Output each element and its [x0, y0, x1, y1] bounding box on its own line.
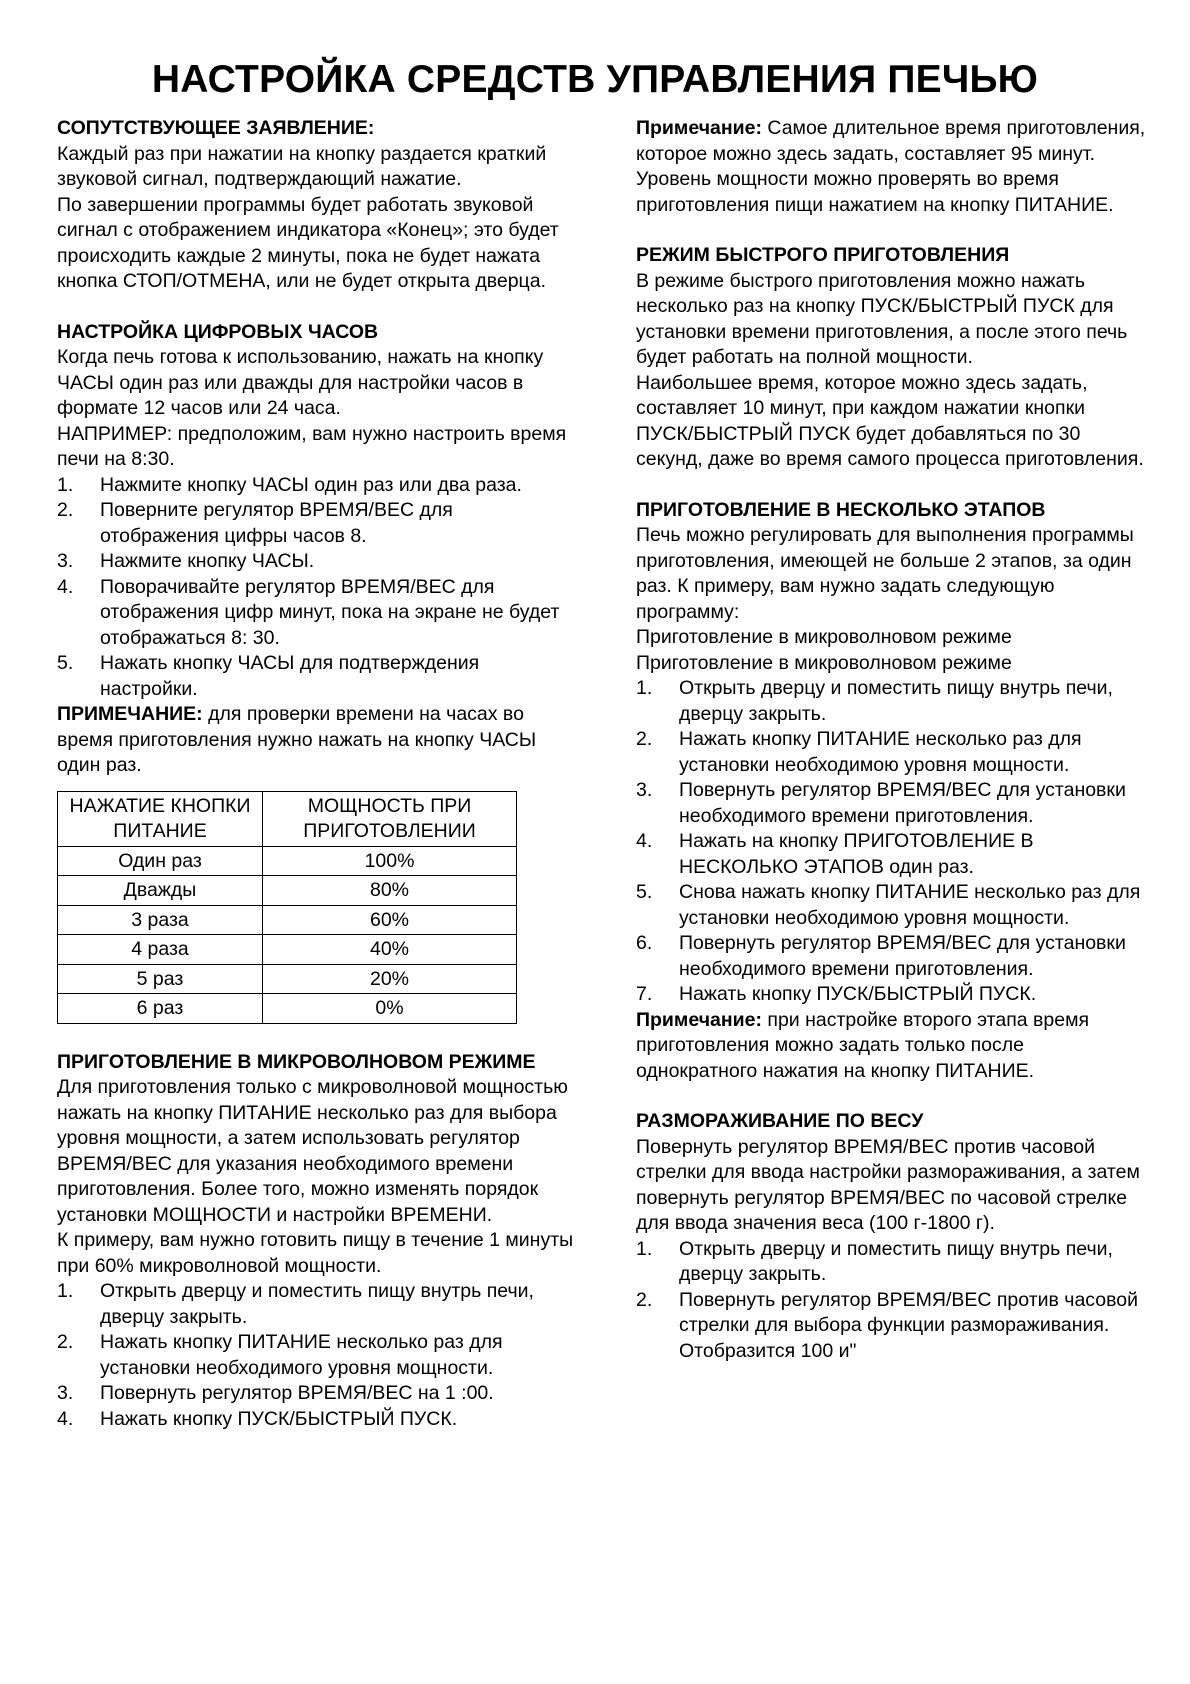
power-table: [57, 791, 517, 1024]
section-heading: ПРИГОТОВЛЕНИЕ В НЕСКОЛЬКО ЭТАПОВ: [636, 498, 1046, 521]
list-item: 2. Поверните регулятор ВРЕМЯ/ВЕС для отображения цифры часов 8.: [57, 499, 453, 547]
paragraph: К примеру, вам нужно готовить пищу в течение 1 минуты при 60% микроволновой мощности.: [57, 1229, 574, 1277]
section-heading: СОПУТСТВУЮЩЕЕ ЗАЯВЛЕНИЕ:: [57, 117, 375, 139]
paragraph: По завершении программы будет работать звуковой сигнал с отображением индикатора «Конец»; это будет происходить каждые 2 минуты, пока не будет нажата кнопка СТОП/ОТМЕНА, или не будет открыта дверца.: [57, 193, 559, 292]
list-item: 3. Повернуть регулятор ВРЕМЯ/ВЕС на 1 :00.: [57, 1382, 494, 1404]
section-clock: [57, 320, 577, 779]
multistage-steps: [636, 676, 1146, 1008]
list-item: 2. Нажать кнопку ПИТАНИЕ несколько раз для установки необходимою уровня мощности.: [636, 728, 1082, 776]
paragraph: Повернуть регулятор ВРЕМЯ/ВЕС против часовой стрелки для ввода настройки размораживания, а затем повернуть регулятор ВРЕМЯ/ВЕС по часовой стрелке для ввода значения веса (100 г-1800 г).: [636, 1135, 1140, 1234]
table-row: 5 раз 20%: [58, 964, 517, 994]
paragraph: НАПРИМЕР: предположим, вам нужно настроить время печи на 8:30.: [57, 422, 567, 470]
left-column: [57, 116, 577, 1432]
table-row: 4 раза 40%: [58, 935, 517, 965]
list-item: 2. Повернуть регулятор ВРЕМЯ/ВЕС против часовой стрелки для выбора функции размораживания. Отобразится 100 и": [636, 1288, 1138, 1362]
paragraph: В режиме быстрого приготовления можно нажать несколько раз на кнопку ПУСК/БЫСТРЫЙ ПУСК для установки времени приготовления, а после этого печь будет работать на полной мощности.: [636, 269, 1128, 368]
section-microwave: [57, 1050, 577, 1433]
list-item: 1. Открыть дверцу и поместить пищу внутрь печи, дверцу закрыть.: [636, 1237, 1113, 1285]
table-row: 6 раз 0%: [58, 994, 517, 1024]
table-row: Один раз 100%: [58, 846, 517, 876]
list-item: 7. Нажать кнопку ПУСК/БЫСТРЫЙ ПУСК.: [636, 983, 1037, 1005]
list-item: 6. Повернуть регулятор ВРЕМЯ/ВЕС для установки необходимого времени приготовления.: [636, 932, 1126, 980]
section-quick: [636, 243, 1146, 473]
clock-steps: [57, 473, 577, 703]
list-item: 2. Нажать кнопку ПИТАНИЕ несколько раз для установки необходимого уровня мощности.: [57, 1331, 503, 1379]
paragraph: Для приготовления только с микроволновой мощностью нажать на кнопку ПИТАНИЕ несколько раз для выбора уровня мощности, а затем использовать регулятор ВРЕМЯ/ВЕС для указания необходимого времени приготовления. Более того, можно изменять порядок установки МОЩНОСТИ и настройки ВРЕМЕНИ.: [57, 1076, 568, 1226]
list-item: 1. Открыть дверцу и поместить пищу внутрь печи, дверцу закрыть.: [57, 1280, 534, 1328]
multistage-note: Примечание: при настройке второго этапа время приготовления можно задать только после однократного нажатия на кнопку ПИТАНИЕ.: [636, 1008, 1090, 1082]
paragraph: Когда печь готова к использованию, нажать на кнопку ЧАСЫ один раз или дважды для настройки часов в формате 12 часов или 24 часа.: [57, 346, 544, 419]
list-item: 3. Повернуть регулятор ВРЕМЯ/ВЕС для установки необходимого времени приготовления.: [636, 779, 1126, 827]
list-item: 1. Открыть дверцу и поместить пищу внутрь печи, дверцу закрыть.: [636, 677, 1113, 725]
list-item: 4. Поворачивайте регулятор ВРЕМЯ/ВЕС для отображения цифр минут, пока на экране не будет отображаться 8: 30.: [57, 575, 560, 649]
list-item: 4. Нажать кнопку ПУСК/БЫСТРЫЙ ПУСК.: [57, 1407, 458, 1430]
defrost-steps: [636, 1237, 1146, 1365]
section-heading: ПРИГОТОВЛЕНИЕ В МИКРОВОЛНОВОМ РЕЖИМЕ: [57, 1050, 536, 1073]
microwave-steps: [57, 1279, 577, 1432]
list-item: 1. Нажмите кнопку ЧАСЫ один раз или два раза.: [57, 473, 522, 496]
section-heading: РАЗМОРАЖИВАНИЕ ПО ВЕСУ: [636, 1110, 924, 1132]
section-multistage: [636, 498, 1146, 1085]
paragraph: Каждый раз при нажатии на кнопку раздается краткий звуковой сигнал, подтверждающий нажатие.: [57, 142, 547, 190]
section-accompanying: [57, 116, 577, 295]
paragraph: Печь можно регулировать для выполнения программы приготовления, имеющей не больше 2 этапов, за один раз. К примеру, вам нужно задать следующую программу:: [636, 524, 1134, 623]
section-top-note: [636, 116, 1146, 218]
section-defrost: [636, 1109, 1146, 1364]
table-header: НАЖАТИЕ КНОПКИ ПИТАНИЕ: [58, 791, 263, 846]
paragraph: Приготовление в микроволновом режиме: [636, 626, 1012, 648]
page-title: НАСТРОЙКА СРЕДСТВ УПРАВЛЕНИЯ ПЕЧЬЮ: [151, 58, 1039, 101]
list-item: 3. Нажмите кнопку ЧАСЫ.: [57, 550, 315, 572]
table-row: Дважды 80%: [58, 876, 517, 906]
table-row: 3 раза 60%: [58, 905, 517, 935]
right-column: [636, 116, 1146, 1364]
table-header: МОЩНОСТЬ ПРИ ПРИГОТОВЛЕНИИ: [263, 791, 517, 846]
list-item: 5. Нажать кнопку ЧАСЫ для подтверждения настройки.: [57, 652, 480, 700]
list-item: 5. Снова нажать кнопку ПИТАНИЕ несколько раз для установки необходимою уровня мощности.: [636, 881, 1141, 929]
list-item: 4. Нажать на кнопку ПРИГОТОВЛЕНИЕ В НЕСКОЛЬКО ЭТАПОВ один раз.: [636, 830, 1034, 878]
top-note: Примечание: Самое длительное время приготовления, которое можно здесь задать, составляет 95 минут. Уровень мощности можно проверять во время приготовления пищи нажатием на кнопку ПИТАНИЕ.: [636, 117, 1146, 216]
section-heading: НАСТРОЙКА ЦИФРОВЫХ ЧАСОВ: [57, 320, 379, 343]
section-heading: РЕЖИМ БЫСТРОГО ПРИГОТОВЛЕНИЯ: [636, 244, 1010, 266]
clock-note: ПРИМЕЧАНИЕ: для проверки времени на часах во время приготовления нужно нажать на кнопку ЧАСЫ один раз.: [57, 703, 537, 776]
paragraph: Приготовление в микроволновом режиме: [636, 651, 1012, 674]
paragraph: Наибольшее время, которое можно здесь задать, составляет 10 минут, при каждом нажатии кнопки ПУСК/БЫСТРЫЙ ПУСК будет добавляться по 30 секунд, даже во время самого процесса приготовления.: [636, 371, 1144, 470]
